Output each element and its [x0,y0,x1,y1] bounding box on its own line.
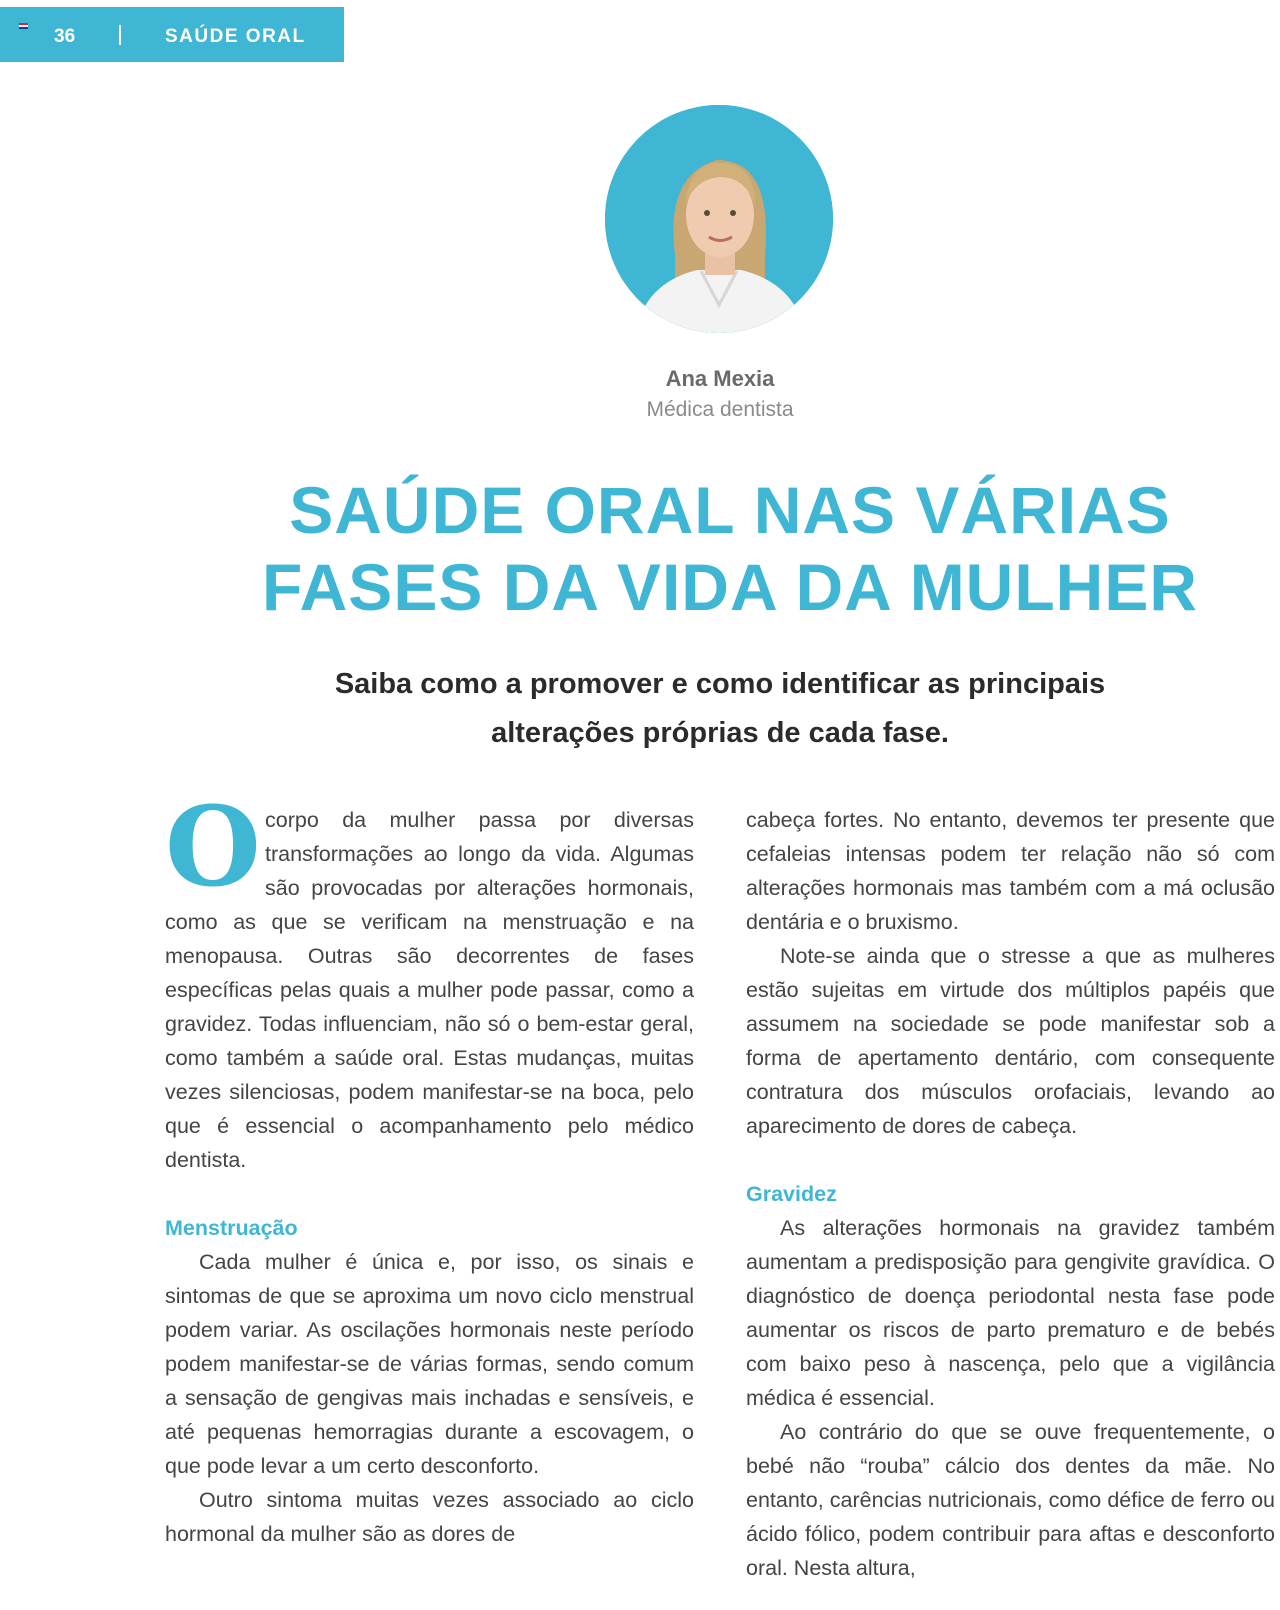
right-column [746,803,1275,1585]
article-title: SAÚDE ORAL NAS VÁRIAS FASES DA VIDA DA MULHER [261,473,1199,624]
author-name: Ana Mexia [665,366,775,391]
heading-menstruacao: Menstruação [165,1216,298,1240]
drop-cap: O [165,782,261,911]
header-divider [119,25,121,45]
author-portrait-image [605,105,833,333]
menstruacao-paragraph-1: Cada mulher é única e, por isso, os sinais e sintomas de que se aproxima um novo ciclo menstrual podem variar. As oscilações hormonais neste período podem manifestar-se de várias formas, sendo comum a sensação de gengivas mais inchadas e sensíveis, e até pequenas hemorragias durante a escovagem, o que pode levar a um certo desconforto. [165,1250,694,1478]
gravidez-paragraph-1: As alterações hormonais na gravidez também aumentam a predisposição para gengivite gravídica. O diagnóstico de doença periodontal nesta fase pode aumentar os riscos de parto prematuro e de bebés com baixo peso à nascença, pelo que a vigilância médica é essencial. [746,1216,1275,1410]
headache-paragraph: cabeça fortes. No entanto, devemos ter presente que cefaleias intensas podem ter relação não só com alterações hormonais mas também com a má oclusão dentária e o bruxismo. [746,808,1275,934]
left-column [165,782,694,1551]
flag-icon [19,23,28,29]
heading-gravidez: Gravidez [746,1182,837,1206]
section-label: SAÚDE ORAL [165,26,306,47]
gravidez-paragraph-2: Ao contrário do que se ouve frequentemente, o bebé não “rouba” cálcio dos dentes da mãe. No entanto, carências nutricionais, como défice de ferro ou ácido fólico, podem contribuir para aftas e desconforto oral. Nesta altura, [746,1420,1275,1580]
author-photo [605,105,833,333]
intro-text: corpo da mulher passa por diversas transformações ao longo da vida. Algumas são provocadas por alterações hormonais, como as que se verificam na menstruação e na menopausa. Outras são decorrentes de fases específicas pelas quais a mulher pode passar, como a gravidez. Todas influenciam, não só o bem-estar geral, como também a saúde oral. Estas mudanças, muitas vezes silenciosas, podem manifestar-se na boca, pelo que é essencial o acompanhamento pelo médico dentista. [165,808,694,1172]
stress-paragraph: Note-se ainda que o stresse a que as mulheres estão sujeitas em virtude dos múltiplos papéis que assumem na sociedade se pode manifestar sob a forma de apertamento dentário, com consequente contratura dos músculos orofaciais, levando ao aparecimento de dores de cabeça. [746,944,1275,1138]
page-number: 36 [54,26,76,47]
section-header-bar [0,7,344,62]
author-role: Médica dentista [646,398,794,421]
menstruacao-paragraph-2: Outro sintoma muitas vezes associado ao ciclo hormonal da mulher são as dores de [165,1488,694,1546]
article-subtitle: Saiba como a promover e como identificar as principais alterações próprias de cada fase. [334,668,1106,749]
intro-paragraph [165,782,694,1177]
